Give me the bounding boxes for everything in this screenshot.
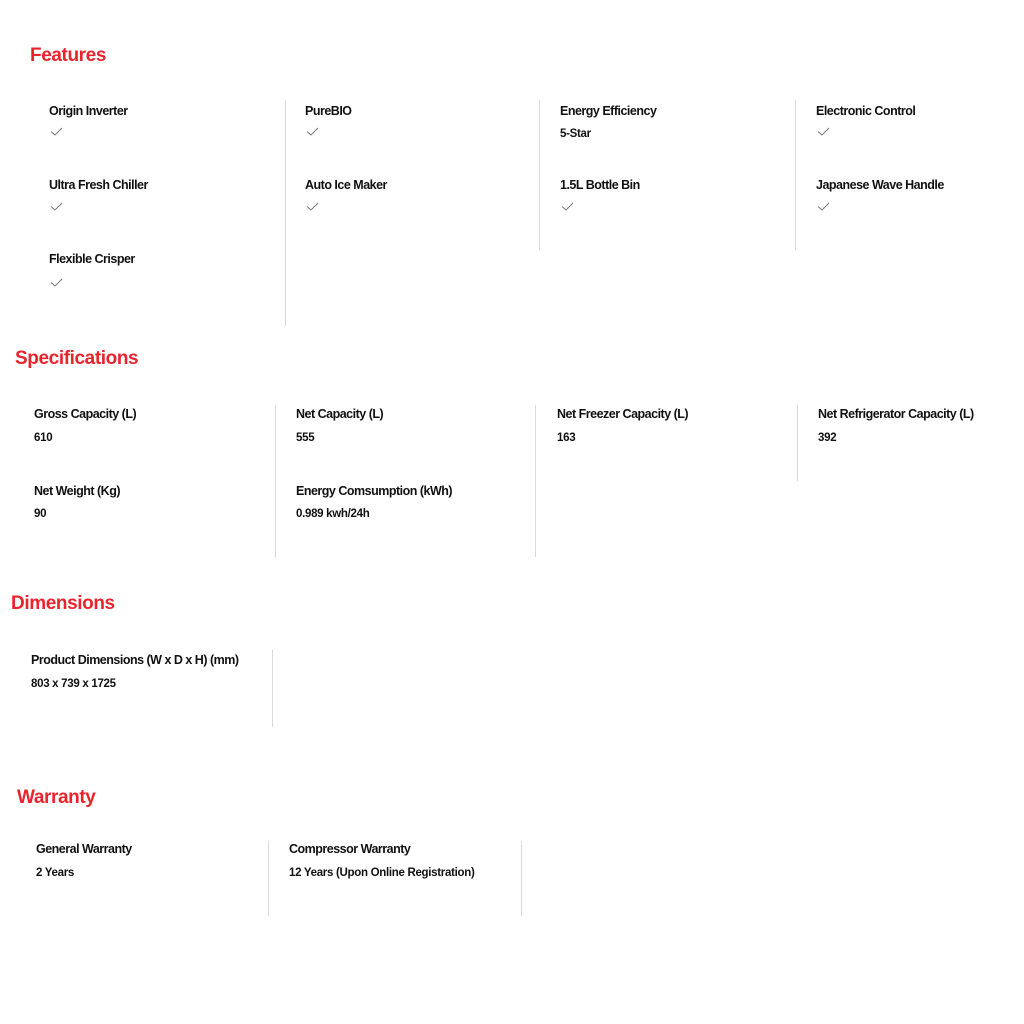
specs-divider-3 [797,405,798,481]
feature-purebio-label: PureBIO [305,104,352,118]
warranty-compressor-value: 12 Years (Upon Online Registration) [289,867,475,879]
checkmark-icon [50,202,63,211]
spec-energy-consumption-value: 0.989 kwh/24h [296,508,370,520]
feature-auto-ice-maker-label: Auto Ice Maker [305,178,387,192]
features-divider-3 [795,100,796,250]
checkmark-icon [817,202,830,211]
feature-energy-efficiency-label: Energy Efficiency [560,104,657,118]
checkmark-icon [306,127,319,136]
warranty-heading: Warranty [17,787,96,808]
spec-net-capacity-label: Net Capacity (L) [296,407,384,421]
warranty-compressor-label: Compressor Warranty [289,842,411,856]
warranty-divider-2 [521,841,522,916]
spec-gross-capacity-label: Gross Capacity (L) [34,407,137,421]
spec-net-refrigerator-capacity-value: 392 [818,432,837,444]
spec-net-refrigerator-capacity-label: Net Refrigerator Capacity (L) [818,407,974,421]
spec-net-weight-value: 90 [34,508,47,520]
warranty-divider-1 [268,841,269,916]
specs-divider-1 [275,405,276,557]
specifications-heading: Specifications [15,348,139,369]
feature-ultra-fresh-chiller-label: Ultra Fresh Chiller [49,178,148,192]
features-divider-1 [285,100,286,326]
dimension-product-label: Product Dimensions (W x D x H) (mm) [31,653,239,667]
spec-net-freezer-capacity-value: 163 [557,432,576,444]
spec-gross-capacity-value: 610 [34,432,53,444]
features-divider-2 [539,100,540,250]
spec-net-freezer-capacity-label: Net Freezer Capacity (L) [557,407,689,421]
checkmark-icon [561,202,574,211]
feature-bottle-bin-label: 1.5L Bottle Bin [560,178,640,192]
specs-divider-2 [535,405,536,557]
feature-japanese-wave-handle-label: Japanese Wave Handle [816,178,944,192]
checkmark-icon [50,127,63,136]
warranty-general-value: 2 Years [36,867,74,879]
spec-net-capacity-value: 555 [296,432,315,444]
feature-origin-inverter-label: Origin Inverter [49,104,128,118]
feature-electronic-control-label: Electronic Control [816,104,916,118]
warranty-general-label: General Warranty [36,842,132,856]
dimension-product-value: 803 x 739 x 1725 [31,678,116,690]
checkmark-icon [817,127,830,136]
dimensions-divider-1 [272,650,273,727]
spec-energy-consumption-label: Energy Comsumption (kWh) [296,484,453,498]
spec-net-weight-label: Net Weight (Kg) [34,484,121,498]
checkmark-icon [50,278,63,287]
feature-flexible-crisper-label: Flexible Crisper [49,252,135,266]
checkmark-icon [306,202,319,211]
features-heading: Features [30,45,107,66]
feature-energy-efficiency-value: 5-Star [560,128,591,140]
dimensions-heading: Dimensions [11,593,115,614]
